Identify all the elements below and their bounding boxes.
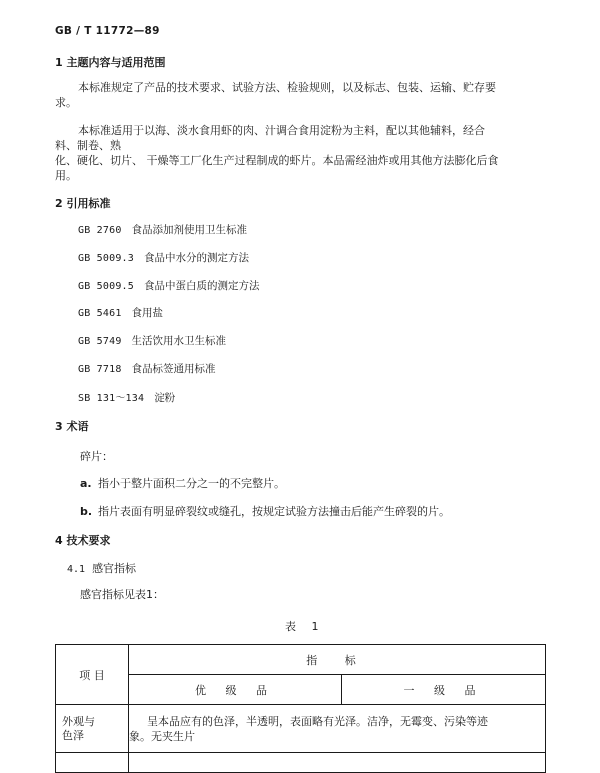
reference-item	[78, 389, 175, 405]
section-3-title: 3 术语	[55, 420, 89, 433]
table-empty-cell	[129, 753, 546, 773]
section-1-paragraph-2-line-4: 用。	[55, 169, 77, 182]
table-intro: 感官指标见表1：	[80, 588, 164, 601]
table-header-grade-premium-label: 优 级 品	[195, 683, 275, 697]
table-caption: 表 1	[285, 620, 325, 633]
table-row-text-appearance	[129, 705, 546, 753]
reference-name: 食用盐	[131, 307, 164, 319]
section-2-title: 2 引用标准	[55, 197, 111, 210]
table-header-item	[56, 645, 129, 705]
reference-name: 生活饮用水卫生标准	[131, 335, 227, 347]
reference-name: 食品标签通用标准	[131, 363, 216, 375]
term-item-text: 指片表面有明显碎裂纹或缝孔，按规定试验方法撞击后能产生碎裂的片。	[98, 505, 450, 518]
term-item	[80, 475, 285, 491]
reference-code: SB 131～134	[78, 393, 145, 404]
table-header-grade-first-label: 一 级 品	[403, 683, 484, 697]
section-1-paragraph-1-line-2: 求。	[55, 96, 77, 109]
reference-item	[78, 278, 260, 293]
reference-name: 淀粉	[154, 392, 176, 404]
section-1-paragraph-1-line-1: 本标准规定了产品的技术要求、试验方法、检验规则，以及标志、包装、运输、贮存要	[78, 81, 496, 94]
reference-code: GB 5009.3	[78, 253, 134, 264]
table-header-index	[129, 645, 546, 675]
reference-name: 食品添加剂使用卫生标准	[131, 224, 248, 236]
reference-item	[78, 361, 216, 376]
reference-code: GB 5009.5	[78, 281, 134, 292]
subsection-4-1-title	[67, 560, 136, 576]
row-label-line-2: 色泽	[62, 728, 84, 742]
reference-code: GB 5749	[78, 336, 122, 347]
table-header-index-label: 指 标	[306, 653, 368, 667]
row-text-line-2: 象。无夹生片	[129, 729, 195, 743]
term-item-text: 指小于整片面积二分之一的不完整片。	[98, 477, 285, 490]
sensory-index-table	[55, 644, 546, 773]
reference-item	[78, 222, 247, 237]
section-1-paragraph-2-line-1: 本标准适用于以海、淡水食用虾的肉、汁调合食用淀粉为主料，配以其他辅料，经合	[78, 124, 485, 137]
reference-name: 食品中水分的测定方法	[144, 252, 249, 264]
reference-code: GB 7718	[78, 364, 122, 375]
subsection-title: 感官指标	[92, 562, 137, 575]
row-label-line-1: 外观与	[62, 714, 95, 728]
reference-code: GB 5461	[78, 308, 122, 319]
subsection-number: 4.1	[67, 564, 86, 575]
reference-item	[78, 250, 249, 265]
reference-code: GB 2760	[78, 225, 122, 236]
section-1-paragraph-2-line-2: 料、制卷、熟	[55, 139, 121, 152]
table-header-grade-premium	[129, 675, 342, 705]
table-empty-cell	[56, 753, 129, 773]
reference-name: 食品中蛋白质的测定方法	[144, 280, 260, 292]
section-1-title: 1 主题内容与适用范围	[55, 56, 166, 69]
section-4-title: 4 技术要求	[55, 534, 111, 547]
table-header-grade-first	[342, 675, 546, 705]
section-1-paragraph-2-line-3: 化、硬化、切片、 干燥等工厂化生产过程制成的虾片。本品需经油炸或用其他方法膨化后食	[55, 154, 499, 167]
table-row-label-appearance	[56, 705, 129, 753]
row-text-line-1: 呈本品应有的色泽，半透明，表面略有光泽。洁净，无霉变、污染等迹	[147, 714, 488, 728]
reference-item	[78, 305, 163, 320]
term-label: 碎片：	[80, 450, 113, 463]
term-item	[80, 503, 450, 519]
table-header-item-label: 项 目	[79, 668, 105, 682]
document-code: GB / T 11772—89	[55, 25, 160, 37]
reference-item	[78, 333, 226, 348]
term-item-marker: b.	[80, 505, 93, 518]
term-item-marker: a.	[80, 477, 92, 490]
